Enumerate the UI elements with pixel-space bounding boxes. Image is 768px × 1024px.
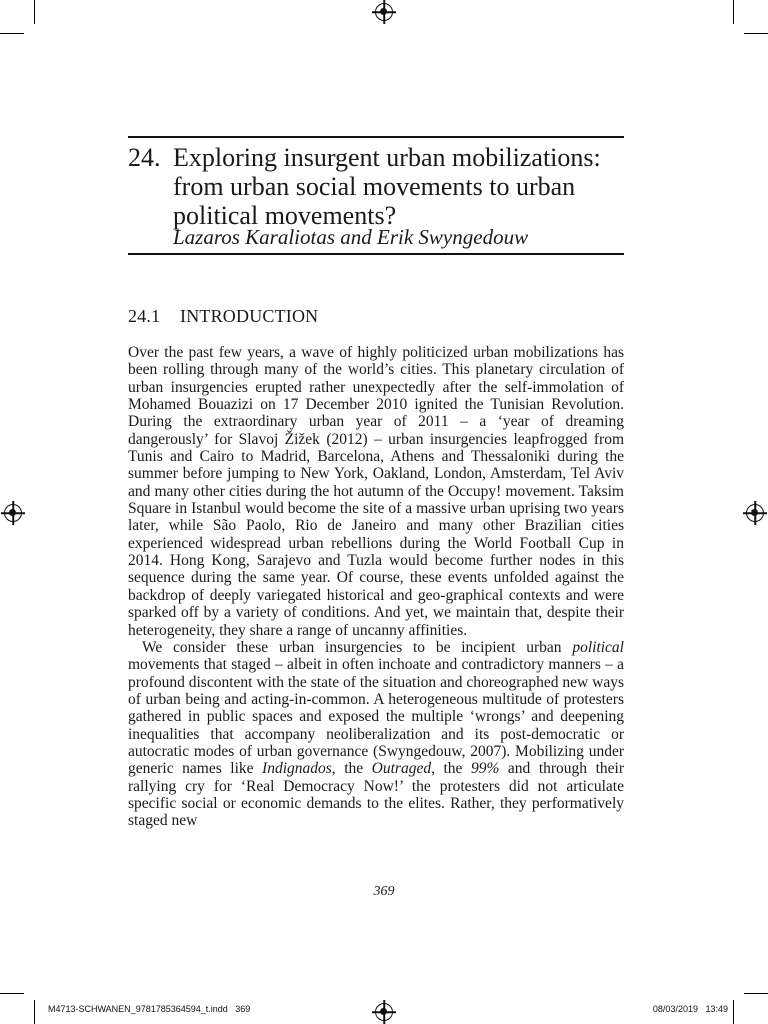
italic-run: political	[572, 638, 624, 656]
crop-mark	[744, 993, 768, 994]
body-text	[128, 344, 624, 830]
slug-file: M4713-SCHWANEN_9781785364594_t.indd 369	[48, 1004, 251, 1014]
slug-timestamp: 08/03/2019 13:49	[652, 1004, 728, 1014]
text-run: movements that staged – albeit in often inchoate and contradictory manners – a profound discontent with the state of the situation and choreographed new ways of urban being and acting-in-common. A heterogeneous multitude of protesters gathered in public spaces and exposed the multiple ‘wrongs’ and deepening inequalities that accompany neoliberalization and its post-democratic or autocratic modes of urban governance (Swyngedouw, 2007). Mobilizing under generic names like	[128, 656, 624, 778]
crop-mark	[0, 33, 24, 34]
crop-mark	[34, 1000, 35, 1024]
registration-mark-icon	[746, 504, 764, 522]
registration-mark-icon	[4, 504, 22, 522]
crop-mark	[733, 0, 734, 24]
bottom-rule	[128, 253, 624, 255]
crop-mark	[733, 1000, 734, 1024]
registration-mark-icon	[375, 3, 393, 21]
crop-mark	[744, 33, 768, 34]
crop-mark	[34, 0, 35, 24]
text-run: and through their rallying cry for ‘Real Democracy Now!’ the protesters did not articulate specific social or economic demands to the elites. Rather, they performatively staged new	[128, 760, 624, 830]
paragraph-1: Over the past few years, a wave of highly politicized urban mobilizations has been rolling through many of the world’s cities. This planetary circulation of urban insurgencies erupted rather unexpectedly after the self-immolation of Mohamed Bouazizi on 17 December 2010 ignited the Tunisian Revolution. During the extraordinary urban year of 2011 – a ‘year of dreaming dangerously’ for Slavoj Žižek (2012) – urban insurgencies leapfrogged from Tunis and Cairo to Madrid, Barcelona, Athens and Thessaloniki during the summer before jumping to New York, Oakland, London, Amsterdam, Tel Aviv and many other cities during the hot autumn of the Occupy! movement. Taksim Square in Istanbul would become the site of a massive urban uprising two years later, while São Paolo, Rio de Janeiro and many other Brazilian cities experienced widespread urban rebellions during the World Football Cup in 2014. Hong Kong, Sarajevo and Tuzla would become further nodes in this sequence during the same year. Of course, these events unfolded against the backdrop of deeply variegated historical and geo-graphical contexts and were sparked off by a variety of conditions. And yet, we maintain that, despite their heterogeneity, they share a range of uncanny affinities.	[128, 344, 624, 639]
section-heading	[128, 306, 318, 327]
section-number: 24.1	[128, 306, 161, 326]
text-run: We consider these urban insurgencies to be incipient urban	[142, 638, 573, 656]
section-title: INTRODUCTION	[180, 306, 319, 326]
chapter-number: 24.	[128, 143, 161, 172]
chapter-title: Exploring insurgent urban mobilizations: from urban social movements to urban political movements?	[173, 143, 601, 230]
page-number: 369	[373, 884, 395, 899]
italic-run: Indignados	[262, 760, 332, 778]
italic-run: 99%	[470, 760, 500, 778]
italic-run: Outraged	[371, 760, 432, 778]
registration-mark-icon	[375, 1003, 393, 1021]
text-run: , the	[431, 760, 471, 778]
text-run: , the	[331, 760, 372, 778]
top-rule	[128, 136, 624, 138]
paragraph-2	[128, 639, 624, 830]
crop-mark	[0, 993, 24, 994]
chapter-authors: Lazaros Karaliotas and Erik Swyngedouw	[173, 225, 529, 249]
